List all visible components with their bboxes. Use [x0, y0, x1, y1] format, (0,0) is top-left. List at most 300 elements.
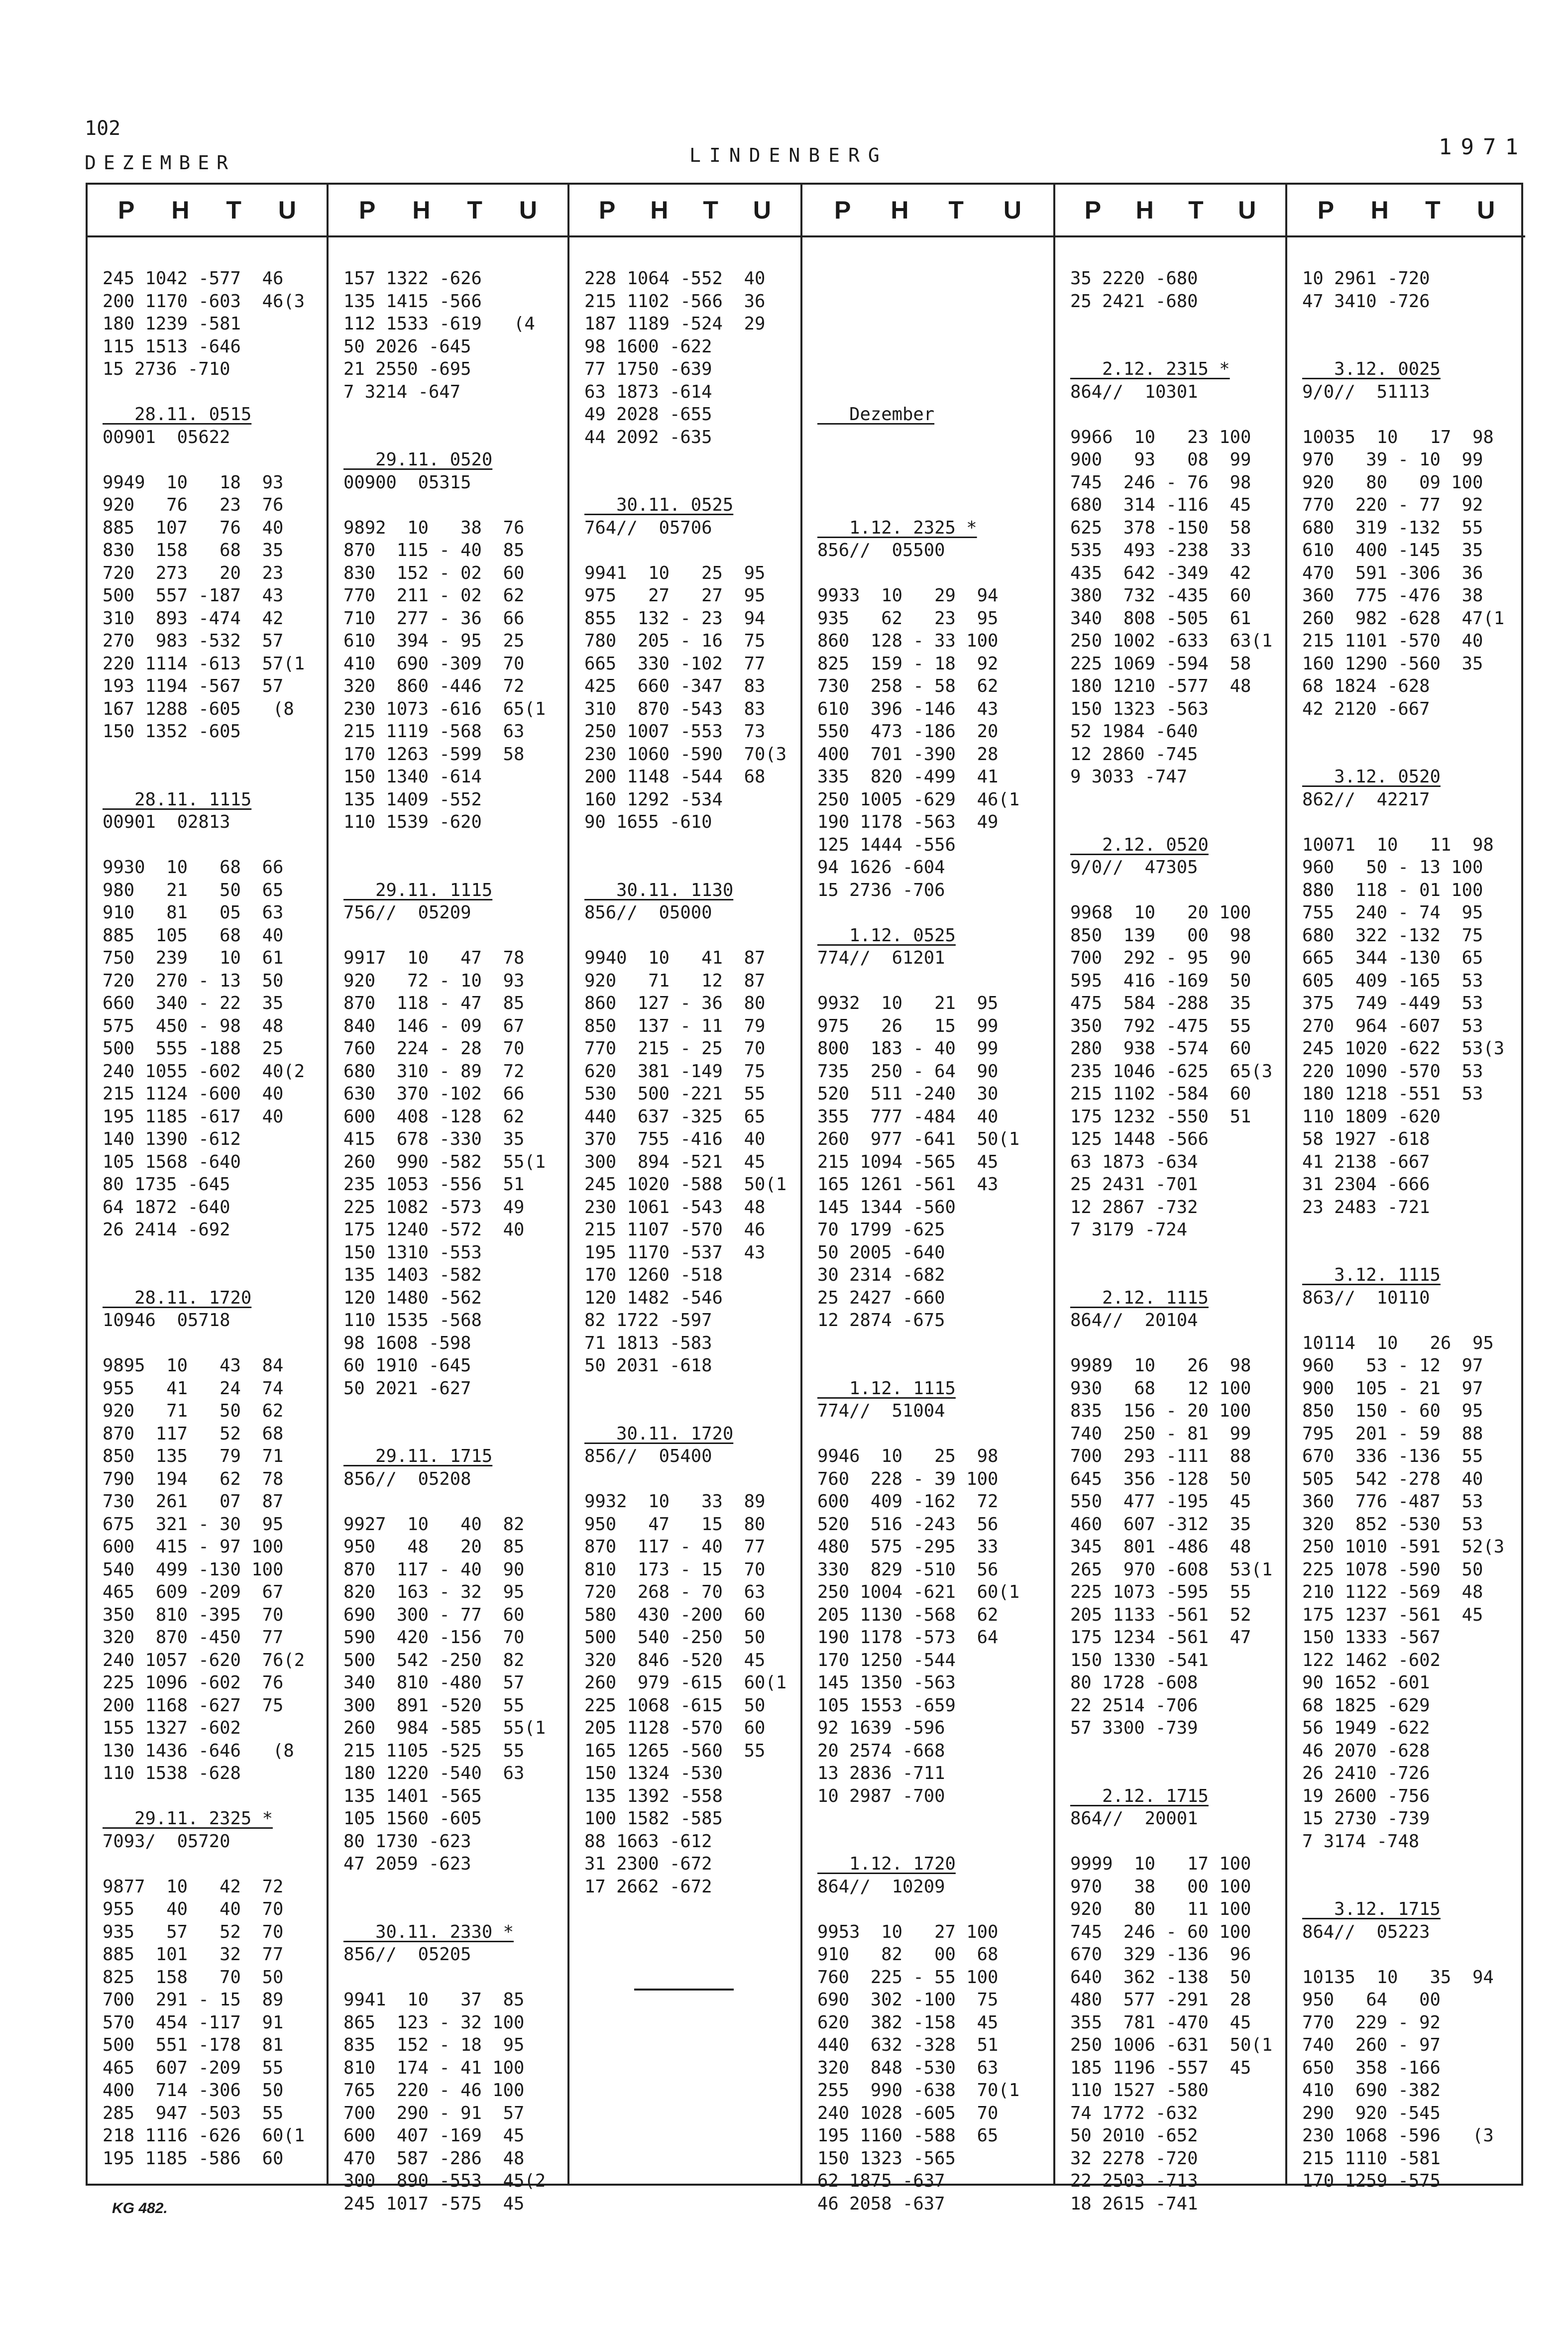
data-row: 71 1813 -583 — [584, 1332, 712, 1353]
data-row: 205 1130 -568 62 — [817, 1604, 999, 1625]
data-row: 9932 10 21 95 — [817, 993, 999, 1013]
data-row: 10035 10 17 98 — [1302, 427, 1494, 447]
data-row: 900 93 08 99 — [1070, 449, 1251, 470]
data-row: 130 1436 -646 (8 — [103, 1740, 294, 1761]
spacer — [584, 448, 785, 471]
data-row: 80 1730 -623 — [343, 1831, 471, 1852]
data-row: 135 1403 -582 — [343, 1265, 482, 1285]
data-row: 745 246 - 60 100 — [1070, 1921, 1251, 1942]
data-row: 400 701 -390 28 — [817, 744, 999, 765]
data-row: 500 540 -250 50 — [584, 1627, 766, 1648]
data-row: 245 1020 -622 53(3 — [1302, 1038, 1505, 1059]
data-row: 605 409 -165 53 — [1302, 970, 1483, 991]
data-row: 665 344 -130 65 — [1302, 948, 1483, 968]
data-row: 74 1772 -632 — [1070, 2103, 1198, 2123]
data-row: 360 776 -487 53 — [1302, 1491, 1483, 1512]
spacer — [817, 471, 1038, 494]
data-row: 94 1626 -604 — [817, 857, 945, 878]
data-row: 730 258 - 58 62 — [817, 676, 999, 696]
spacer — [343, 924, 553, 947]
data-row: 31 2300 -672 — [584, 1854, 712, 1874]
data-row: 50 2031 -618 — [584, 1355, 712, 1376]
data-row: 22 2514 -706 — [1070, 1695, 1198, 1716]
sounding-header: 29.11. 1715 — [343, 1446, 493, 1466]
data-row: 58 1927 -618 — [1302, 1129, 1430, 1149]
spacer — [584, 1921, 785, 1944]
column-header-label: T — [1425, 196, 1441, 224]
data-row: 68 1824 -628 — [1302, 676, 1430, 696]
data-row: 764// 05706 — [584, 517, 712, 538]
data-row: 10071 10 11 98 — [1302, 834, 1494, 855]
data-row: 9/0// 47305 — [1070, 857, 1198, 878]
data-row: 835 152 - 18 95 — [343, 2035, 525, 2055]
data-row: 170 1250 -544 — [817, 1650, 956, 1670]
data-row: 856// 05205 — [343, 1944, 471, 1965]
data-row: 10 2961 -720 — [1302, 268, 1430, 289]
data-row: 150 1323 -563 — [1070, 698, 1209, 719]
spacer — [1070, 1740, 1270, 1763]
data-row: 760 224 - 28 70 — [343, 1038, 525, 1059]
column-header-label: H — [1370, 196, 1389, 224]
data-row: 765 220 - 46 100 — [343, 2080, 525, 2101]
data-row: 230 1073 -616 65(1 — [343, 698, 546, 719]
data-row: 280 938 -574 60 — [1070, 1038, 1251, 1059]
data-row: 862// 42217 — [1302, 789, 1430, 810]
data-row: 98 1600 -622 — [584, 336, 712, 357]
data-row: 57 3300 -739 — [1070, 1718, 1198, 1738]
spacer — [343, 834, 553, 857]
data-row: 9949 10 18 93 — [103, 472, 284, 493]
sounding-header: 2.12. 1115 — [1070, 1287, 1209, 1308]
data-row: 710 277 - 36 66 — [343, 608, 525, 629]
data-row: 870 117 - 40 90 — [343, 1559, 525, 1580]
spacer — [1070, 811, 1270, 834]
spacer — [103, 1241, 312, 1264]
data-row: 105 1553 -659 — [817, 1695, 956, 1716]
column-header-label: H — [891, 196, 909, 224]
data-row: 670 336 -136 55 — [1302, 1446, 1483, 1466]
data-row: 10 2987 -700 — [817, 1785, 945, 1806]
data-row: 756// 05209 — [343, 902, 471, 923]
data-row: 856// 05208 — [343, 1468, 471, 1489]
table-column — [1287, 185, 1525, 2191]
data-row: 9968 10 20 100 — [1070, 902, 1251, 923]
data-row: 62 1875 -637 — [817, 2171, 945, 2191]
data-row: 155 1327 -602 — [103, 1718, 241, 1738]
sounding-header: 3.12. 0520 — [1302, 767, 1441, 787]
month-header: DEZEMBER — [85, 152, 236, 174]
column-header-label: P — [834, 196, 851, 224]
data-row: 180 1220 -540 63 — [343, 1763, 525, 1783]
data-row: 260 979 -615 60(1 — [584, 1672, 787, 1693]
data-row: 920 71 12 87 — [584, 970, 766, 991]
data-row: 774// 61201 — [817, 948, 945, 968]
column-header-label: P — [117, 196, 135, 224]
data-row: 864// 05223 — [1302, 1921, 1430, 1942]
spacer — [343, 856, 553, 879]
data-row: 870 118 - 47 85 — [343, 993, 525, 1013]
data-row: 340 810 -480 57 — [343, 1672, 525, 1693]
spacer — [1302, 1241, 1510, 1264]
data-row: 960 50 - 13 100 — [1302, 857, 1483, 878]
data-row: 12 2860 -745 — [1070, 744, 1198, 765]
data-row: 195 1160 -588 65 — [817, 2125, 999, 2146]
data-row: 885 105 68 40 — [103, 925, 284, 946]
spacer — [1302, 1876, 1510, 1898]
data-row: 12 2874 -675 — [817, 1310, 945, 1331]
data-row: 250 1002 -633 63(1 — [1070, 631, 1273, 651]
data-row: 810 173 - 15 70 — [584, 1559, 766, 1580]
data-row: 760 225 - 55 100 — [817, 1967, 999, 1988]
data-row: 175 1232 -550 51 — [1070, 1106, 1251, 1127]
data-row: 920 71 50 62 — [103, 1401, 284, 1421]
data-row: 870 117 - 40 77 — [584, 1537, 766, 1557]
spacer — [343, 1898, 553, 1921]
data-row: 864// 10301 — [1070, 381, 1198, 402]
table-column — [88, 185, 329, 2184]
data-row: 90 1652 -601 — [1302, 1672, 1430, 1693]
spacer — [1070, 313, 1270, 335]
data-row: 30 2314 -682 — [817, 1265, 945, 1285]
data-row: 755 240 - 74 95 — [1302, 902, 1483, 923]
data-row: 600 409 -162 72 — [817, 1491, 999, 1512]
table-column — [802, 185, 1055, 2214]
data-row: 955 41 24 74 — [103, 1378, 284, 1399]
data-row: 77 1750 -639 — [584, 359, 712, 379]
data-row: 215 1101 -570 40 — [1302, 631, 1483, 651]
spacer — [584, 1400, 785, 1423]
data-row: 855 132 - 23 94 — [584, 608, 766, 629]
data-row: 670 329 -136 96 — [1070, 1944, 1251, 1965]
data-row: 167 1288 -605 (8 — [103, 698, 294, 719]
spacer — [1302, 811, 1510, 834]
data-row: 680 319 -132 55 — [1302, 517, 1483, 538]
data-row: 180 1210 -577 48 — [1070, 676, 1251, 696]
data-row: 235 1053 -556 51 — [343, 1174, 525, 1195]
spacer — [1302, 335, 1510, 358]
data-row: 255 990 -638 70(1 — [817, 2080, 1020, 2101]
data-row: 60 1910 -645 — [343, 1355, 471, 1376]
data-row: 440 637 -325 65 — [584, 1106, 766, 1127]
data-row: 44 2092 -635 — [584, 427, 712, 447]
spacer — [1070, 1762, 1270, 1785]
spacer — [584, 539, 785, 562]
data-row: 470 587 -286 48 — [343, 2148, 525, 2169]
data-row: 9966 10 23 100 — [1070, 427, 1251, 447]
data-row: 820 163 - 32 95 — [343, 1582, 525, 1602]
data-row: 665 330 -102 77 — [584, 653, 766, 674]
spacer — [584, 1966, 785, 1989]
data-row: 345 801 -486 48 — [1070, 1537, 1251, 1557]
data-row: 150 1330 -541 — [1070, 1650, 1209, 1670]
column-header-label: T — [1188, 196, 1204, 224]
data-row: 9917 10 47 78 — [343, 948, 525, 968]
data-row: 856// 05500 — [817, 540, 945, 560]
spacer — [817, 1423, 1038, 1445]
data-row: 680 310 - 89 72 — [343, 1061, 525, 1082]
column-header — [802, 185, 1053, 237]
column-header-label: U — [278, 196, 297, 224]
data-row: 68 1825 -629 — [1302, 1695, 1430, 1716]
data-row: 22 2503 -713 — [1070, 2171, 1198, 2191]
data-row: 550 473 -186 20 — [817, 721, 999, 742]
data-row: 112 1533 -619 (4 — [343, 314, 535, 334]
data-row: 9892 10 38 76 — [343, 517, 525, 538]
column-header — [1055, 185, 1285, 237]
data-row: 135 1392 -558 — [584, 1785, 723, 1806]
data-row: 460 607 -312 35 — [1070, 1514, 1251, 1535]
data-row: 770 211 - 02 62 — [343, 585, 525, 606]
data-row: 50 2005 -640 — [817, 1242, 945, 1263]
column-body — [802, 237, 1053, 2215]
column-header-label: P — [358, 196, 376, 224]
data-row: 225 1096 -602 76 — [103, 1672, 284, 1693]
column-header-label: U — [1238, 196, 1256, 224]
data-row: 690 302 -100 75 — [817, 1990, 999, 2010]
data-row: 650 358 -166 — [1302, 2057, 1441, 2078]
spacer — [343, 1966, 553, 1989]
data-row: 9989 10 26 98 — [1070, 1355, 1251, 1376]
data-row: 200 1168 -627 75 — [103, 1695, 284, 1716]
spacer — [1302, 720, 1510, 743]
data-row: 864// 10209 — [817, 1876, 945, 1897]
data-row: 50 2010 -652 — [1070, 2125, 1198, 2146]
data-row: 157 1322 -626 — [343, 268, 482, 289]
data-row: 52 1984 -640 — [1070, 721, 1198, 742]
data-row: 105 1560 -605 — [343, 1808, 482, 1829]
data-row: 10946 05718 — [103, 1310, 230, 1331]
sounding-header: 29.11. 0520 — [343, 449, 493, 470]
spacer — [343, 1423, 553, 1445]
data-row: 920 76 23 76 — [103, 495, 284, 515]
spacer — [103, 766, 312, 788]
column-header-label: T — [467, 196, 482, 224]
data-row: 630 370 -102 66 — [343, 1084, 525, 1104]
data-row: 175 1234 -561 47 — [1070, 1627, 1251, 1648]
data-row: 215 1102 -566 36 — [584, 291, 766, 312]
data-row: 7 3214 -647 — [343, 381, 461, 402]
data-row: 975 26 15 99 — [817, 1015, 999, 1036]
data-row: 850 139 00 98 — [1070, 925, 1251, 946]
data-row: 620 381 -149 75 — [584, 1061, 766, 1082]
spacer — [103, 1853, 312, 1876]
data-row: 600 415 - 97 100 — [103, 1537, 284, 1557]
spacer — [817, 494, 1038, 517]
data-row: 240 1055 -602 40(2 — [103, 1061, 305, 1082]
data-row: 17 2662 -672 — [584, 1876, 712, 1897]
data-row: 830 158 68 35 — [103, 540, 284, 560]
data-row: 26 2410 -726 — [1302, 1763, 1430, 1783]
data-row: 920 80 09 100 — [1302, 472, 1483, 493]
spacer — [817, 426, 1038, 449]
data-row: 122 1462 -602 — [1302, 1650, 1441, 1670]
data-row: 825 158 70 50 — [103, 1967, 284, 1988]
data-row: 910 81 05 63 — [103, 902, 284, 923]
data-row: 310 870 -543 83 — [584, 698, 766, 719]
spacer — [103, 1785, 312, 1808]
data-row: 335 820 -499 41 — [817, 767, 999, 787]
data-row: 950 64 00 — [1302, 1990, 1441, 2010]
data-row: 9/0// 51113 — [1302, 381, 1430, 402]
spacer — [584, 924, 785, 947]
data-row: 690 300 - 77 60 — [343, 1604, 525, 1625]
data-row: 830 152 - 02 60 — [343, 562, 525, 583]
data-row: 135 1401 -565 — [343, 1785, 482, 1806]
data-row: 25 2427 -660 — [817, 1287, 945, 1308]
spacer — [817, 358, 1038, 381]
data-row: 355 781 -470 45 — [1070, 2012, 1251, 2033]
data-row: 470 591 -306 36 — [1302, 562, 1483, 583]
data-row: 825 159 - 18 92 — [817, 653, 999, 674]
data-row: 250 1005 -629 46(1 — [817, 789, 1020, 810]
spacer — [817, 1354, 1038, 1377]
data-row: 700 291 - 15 89 — [103, 1990, 284, 2010]
data-row: 170 1259 -575 — [1302, 2171, 1441, 2191]
data-row: 35 2220 -680 — [1070, 268, 1198, 289]
spacer — [343, 403, 553, 426]
data-row: 13 2836 -711 — [817, 1763, 945, 1783]
data-row: 42 2120 -667 — [1302, 698, 1430, 719]
data-row: 800 183 - 40 99 — [817, 1038, 999, 1059]
data-row: 810 174 - 41 100 — [343, 2057, 525, 2078]
data-row: 20 2574 -668 — [817, 1740, 945, 1761]
data-row: 120 1480 -562 — [343, 1287, 482, 1308]
data-row: 180 1239 -581 — [103, 314, 241, 334]
spacer — [817, 267, 1038, 290]
spacer — [1302, 403, 1510, 426]
data-row: 440 632 -328 51 — [817, 2035, 999, 2055]
data-row: 700 290 - 91 57 — [343, 2103, 525, 2123]
column-header-label: P — [598, 196, 616, 224]
data-row: 330 829 -510 56 — [817, 1559, 999, 1580]
data-row: 770 229 - 92 — [1302, 2012, 1441, 2033]
data-row: 500 557 -187 43 — [103, 585, 284, 606]
data-row: 9877 10 42 72 — [103, 1876, 284, 1897]
spacer — [817, 901, 1038, 924]
data-row: 41 2138 -667 — [1302, 1151, 1430, 1172]
data-row: 860 128 - 33 100 — [817, 631, 999, 651]
data-row: 25 2431 -701 — [1070, 1174, 1198, 1195]
column-body — [1055, 237, 1285, 2215]
data-row: 780 205 - 16 75 — [584, 631, 766, 651]
data-row: 175 1237 -561 45 — [1302, 1604, 1483, 1625]
data-row: 9933 10 29 94 — [817, 585, 999, 606]
data-row: 795 201 - 59 88 — [1302, 1423, 1483, 1444]
data-row: 350 810 -395 70 — [103, 1604, 284, 1625]
data-row: 675 321 - 30 95 — [103, 1514, 284, 1535]
sounding-header: 1.12. 2325 * — [817, 517, 977, 538]
data-row: 910 82 00 68 — [817, 1944, 999, 1965]
data-row: 240 1057 -620 76(2 — [103, 1650, 305, 1670]
data-row: 320 870 -450 77 — [103, 1627, 284, 1648]
data-row: 960 53 - 12 97 — [1302, 1355, 1483, 1376]
column-header-label: P — [1084, 196, 1102, 224]
data-row: 245 1020 -588 50(1 — [584, 1174, 787, 1195]
data-row: 310 893 -474 42 — [103, 608, 284, 629]
data-row: 220 1090 -570 53 — [1302, 1061, 1483, 1082]
data-row: 250 1007 -553 73 — [584, 721, 766, 742]
data-row: 245 1042 -577 46 — [103, 268, 284, 289]
data-row: 150 1324 -530 — [584, 1763, 723, 1783]
data-row: 80 1728 -608 — [1070, 1672, 1198, 1693]
data-row: 9940 10 41 87 — [584, 948, 766, 968]
data-row: 610 400 -145 35 — [1302, 540, 1483, 560]
column-header — [88, 185, 327, 237]
data-row: 18 2615 -741 — [1070, 2193, 1198, 2214]
sounding-header: 3.12. 0025 — [1302, 359, 1441, 379]
data-row: 580 430 -200 60 — [584, 1604, 766, 1625]
data-row: 10114 10 26 95 — [1302, 1332, 1494, 1353]
spacer — [1070, 1241, 1270, 1264]
spacer — [103, 381, 312, 404]
data-row: 220 1114 -613 57(1 — [103, 653, 305, 674]
data-row: 935 57 52 70 — [103, 1921, 284, 1942]
data-row: 200 1170 -603 46(3 — [103, 291, 305, 312]
data-row: 115 1513 -646 — [103, 336, 241, 357]
data-row: 230 1060 -590 70(3 — [584, 744, 787, 765]
data-row: 170 1263 -599 58 — [343, 744, 525, 765]
data-row: 610 396 -146 43 — [817, 698, 999, 719]
data-row: 50 2021 -627 — [343, 1378, 471, 1399]
data-row: 320 852 -530 53 — [1302, 1514, 1483, 1535]
data-row: 475 584 -288 35 — [1070, 993, 1251, 1013]
data-row: 170 1260 -518 — [584, 1265, 723, 1285]
data-row: 465 609 -209 67 — [103, 1582, 284, 1602]
data-row: 150 1340 -614 — [343, 767, 482, 787]
spacer — [1302, 1853, 1510, 1876]
data-row: 720 268 - 70 63 — [584, 1582, 766, 1602]
data-row: 00900 05315 — [343, 472, 471, 493]
data-row: 790 194 62 78 — [103, 1468, 284, 1489]
data-row: 225 1069 -594 58 — [1070, 653, 1251, 674]
data-row: 480 577 -291 28 — [1070, 1990, 1251, 2010]
spacer — [817, 1807, 1038, 1830]
data-row: 980 21 50 65 — [103, 880, 284, 900]
data-row: 590 420 -156 70 — [343, 1627, 525, 1648]
data-row: 175 1240 -572 40 — [343, 1220, 525, 1240]
data-row: 856// 05400 — [584, 1446, 712, 1466]
data-row: 260 990 -582 55(1 — [343, 1151, 546, 1172]
data-row: 300 894 -521 45 — [584, 1151, 766, 1172]
data-row: 270 964 -607 53 — [1302, 1015, 1483, 1036]
data-row: 15 2736 -710 — [103, 359, 230, 379]
data-row: 7 3179 -724 — [1070, 1220, 1188, 1240]
data-row: 535 493 -238 33 — [1070, 540, 1251, 560]
column-header-label: H — [650, 196, 669, 224]
table-column — [1055, 185, 1287, 2214]
data-row: 645 356 -128 50 — [1070, 1468, 1251, 1489]
data-row: 320 846 -520 45 — [584, 1650, 766, 1670]
data-row: 215 1094 -565 45 — [817, 1151, 999, 1172]
data-row: 15 2736 -706 — [817, 880, 945, 900]
data-row: 165 1261 -561 43 — [817, 1174, 999, 1195]
data-row: 190 1178 -563 49 — [817, 812, 999, 832]
data-row: 00901 05622 — [103, 427, 230, 447]
separator-line — [634, 1989, 734, 1991]
data-row: 375 749 -449 53 — [1302, 993, 1483, 1013]
data-row: 215 1102 -584 60 — [1070, 1084, 1251, 1104]
sounding-header: 30.11. 1720 — [584, 1423, 734, 1444]
data-row: 205 1128 -570 60 — [584, 1718, 766, 1738]
data-row: 975 27 27 95 — [584, 585, 766, 606]
data-row: 850 150 - 60 95 — [1302, 1401, 1483, 1421]
data-row: 195 1170 -537 43 — [584, 1242, 766, 1263]
data-row: 530 500 -221 55 — [584, 1084, 766, 1104]
data-row: 885 101 32 77 — [103, 1944, 284, 1965]
data-row: 110 1538 -628 — [103, 1763, 241, 1783]
spacer — [817, 1830, 1038, 1853]
data-row: 200 1148 -544 68 — [584, 767, 766, 787]
